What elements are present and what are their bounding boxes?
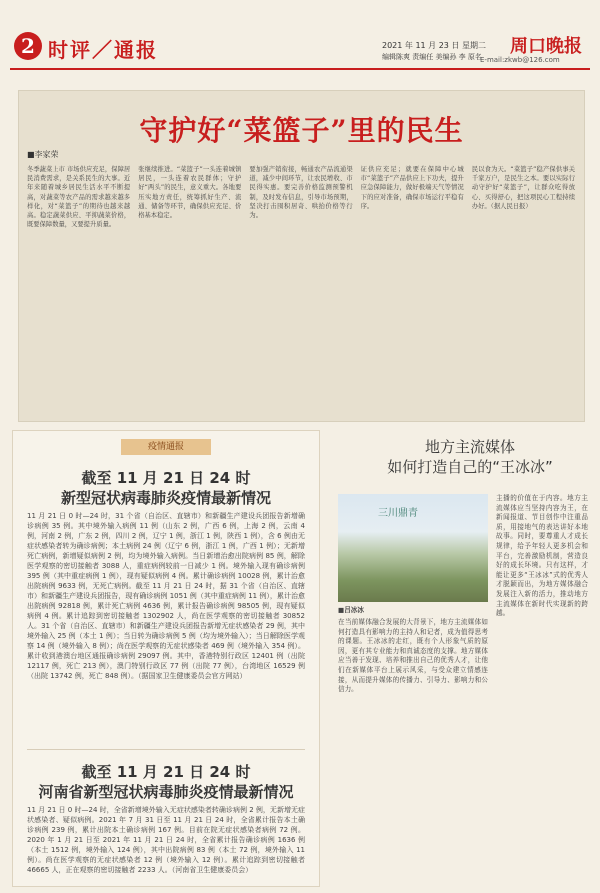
epidemic-title-1a: 截至 11 月 21 日 24 时	[81, 469, 251, 487]
media-body-left: 在当前媒体融合发展的大背景下，地方主流媒体如何打造具有影响力的主持人和记者，成为值得思考的课题。王冰冰的走红，既有个人形象气质的原因，更有其专业能力和真诚态度的支撑。地方媒体应当善于发现、培养和推出自己的优秀人才，让他们在新媒体平台上展示风采，与受众建立情感连接，从而提升媒体的传播力、引导力、影响力和公信力。	[338, 618, 488, 694]
epidemic-tab: 疫情通报	[121, 439, 211, 455]
staff-line: 编辑陈爽 责编任 美编孙 李 原名	[382, 53, 482, 61]
editorial-columns	[27, 165, 575, 415]
media-byline: ■吕冰冰	[338, 606, 365, 614]
editorial-headline: 守护好“菜篮子”里的民生	[139, 114, 464, 147]
date-line: 2021 年 11 月 23 日 星期二	[382, 41, 486, 50]
media-body-right: 主播的价值在于内容。地方主流媒体应当坚持内容为王，在新闻报道、节目创作中注重品质，用接地气的表达讲好本地故事。同时，要尊重人才成长规律，给予年轻人更多机会和平台，完善激励机制，营造良好的成长环境。只有这样，才能让更多“王冰冰”式的优秀人才脱颖而出，为地方媒体融合发展注入新的活力，推动地方主流媒体在新时代实现新的跨越。	[496, 494, 588, 618]
divider	[27, 749, 305, 750]
editorial-column: 证供应充足；就要在保障中心城市“菜篮子”产品供应上下功夫，提升应急保障能力，做好极端天气等情况下的应对准备，确保市场运行平稳有序。	[360, 166, 464, 210]
newspaper-logo: 周口晚报	[510, 36, 582, 57]
article-photo	[338, 494, 488, 602]
media-title-1: 地方主流媒体	[424, 438, 515, 456]
section-title: 时评／通报	[48, 38, 158, 62]
editorial-column: 民以食为天。“菜篮子”稳产保供事关千家万户，是民生之本。要以实际行动守护好“菜篮子”，让群众吃得放心、买得舒心，把这项民心工程持续办好。（据人民日报）	[471, 166, 576, 210]
editorial-column: 要加强产销衔接，畅通农产品流通渠道，减少中间环节，让农民增收、市民得实惠。要完善价格监测预警机制，及时发布信息，引导市场预期，坚决打击囤积居奇、哄抬价格等行为。	[249, 166, 353, 220]
editorial-column: 张继续推进。“菜篮子”一头连着城镇居民，一头连着农民群体；守护好“两头”的民生，意义重大。各地要压实地方责任，统筹抓好生产、流通、储备等环节，确保供应充足、价格基本稳定。	[138, 166, 242, 220]
editorial-column: 冬季蔬菜上市 市场供应充足，保障居民消费需求，是关系民生的大事。近年来随着城乡居民生活水平不断提高，对蔬菜等农产品的需求越来越多样化，对“菜篮子”的期待也越来越高。稳定蔬菜供应、平抑蔬菜价格，既要保障数量，又要提升质量。	[27, 166, 131, 229]
header-rule	[10, 68, 590, 70]
photo-caption: 三川鼎青	[378, 508, 418, 519]
epidemic-box	[12, 430, 320, 887]
epidemic-title-2b: 河南省新型冠状病毒肺炎疫情最新情况	[38, 783, 294, 801]
epidemic-body-2: 11 月 21 日 0 时—24 时，全省新增境外输入无症状感染者转确诊病例 2 例，无新增无症状感染者、疑似病例。2021 年 7 月 31 日至 11 月 21 日 24 时，全省累计报告本土确诊病例 239 例，累计出院本土确诊病例 167 例。目前在院无症状感染者病例 72 例。2020 年 1 月 21 日至 2021 年 11 月 21 日 24 时，全省累计报告确诊病例 1636 例（本土 1512 例，境外输入 124 例），其中出院病例 83 例（本土 72 例，境外输入 11 例）。尚在医学观察的无症状感染者 12 例（境外输入 12 例）。累计追踪到密切接触者 46665 人，正在观察的密切接触者 2233 人。（河南省卫生健康委员会）	[27, 806, 305, 874]
media-title-2: 如何打造自己的“王冰冰”	[387, 458, 553, 476]
media-article	[330, 430, 592, 885]
epidemic-title-2a: 截至 11 月 21 日 24 时	[81, 763, 251, 781]
epidemic-body-1: 11 月 21 日 0 时—24 时，31 个省（自治区、直辖市）和新疆生产建设兵团报告新增确诊病例 35 例。其中境外输入病例 11 例（山东 2 例，广西 6 例，上海 2 例，云南 4 例，河南 2 例，广东 2 例，四川 2 例，辽宁 1 例，浙江 1 例，陕西 1 例），含 6 例由无症状感染者转为确诊病例；本土病例 24 例（辽宁 6 例，浙江 1 例，广西 1 例）；无新增死亡病例，新增疑似病例 2 例，均为境外输入病例。当日新增治愈出院病例 85 例，解除医学观察的密切接触者 3088 人，重症病例较前一日减少 1 例。境外输入现有确诊病例 395 例（其中重症病例 1 例），现有疑似病例 4 例。累计确诊病例 10028 例，累计治愈出院病例 9633 例，无死亡病例。截至 11 月 21 日 24 时，据 31 个省（自治区、直辖市）和新疆生产建设兵团报告，现有确诊病例 1051 例（其中重症病例 11 例），累计治愈出院病例 92818 例，累计死亡病例 4636 例，累计报告确诊病例 98505 例，现有疑似病例 4 例。累计追踪到密切接触者 1302902 人，尚在医学观察的密切接触者 30852 人。31 个省（自治区、直辖市）和新疆生产建设兵团报告新增无症状感染者 29 例，其中境外输入 25 例（本土 1 例）；当日转为确诊病例 5 例（均为境外输入）；当日解除医学观察 14 例（境外输入 8 例）；尚在医学观察的无症状感染者 469 例（境外输入 354 例）。累计收到港澳台地区通报确诊病例 29097 例。其中，香港特别行政区 12401 例（出院 12117 例，死亡 213 例），澳门特别行政区 77 例（出院 77 例），台湾地区 16529 例（出院 13742 例，死亡 848 例）。（据国家卫生健康委员会官方网站）	[27, 512, 305, 680]
editorial-box	[18, 90, 585, 422]
page-number: 2	[14, 32, 42, 60]
epidemic-title-1b: 新型冠状病毒肺炎疫情最新情况	[60, 489, 271, 507]
page-header	[0, 0, 600, 72]
editorial-byline: ■李家荣	[27, 150, 59, 159]
email-line: E-mail:zkwb@126.com	[480, 56, 560, 64]
